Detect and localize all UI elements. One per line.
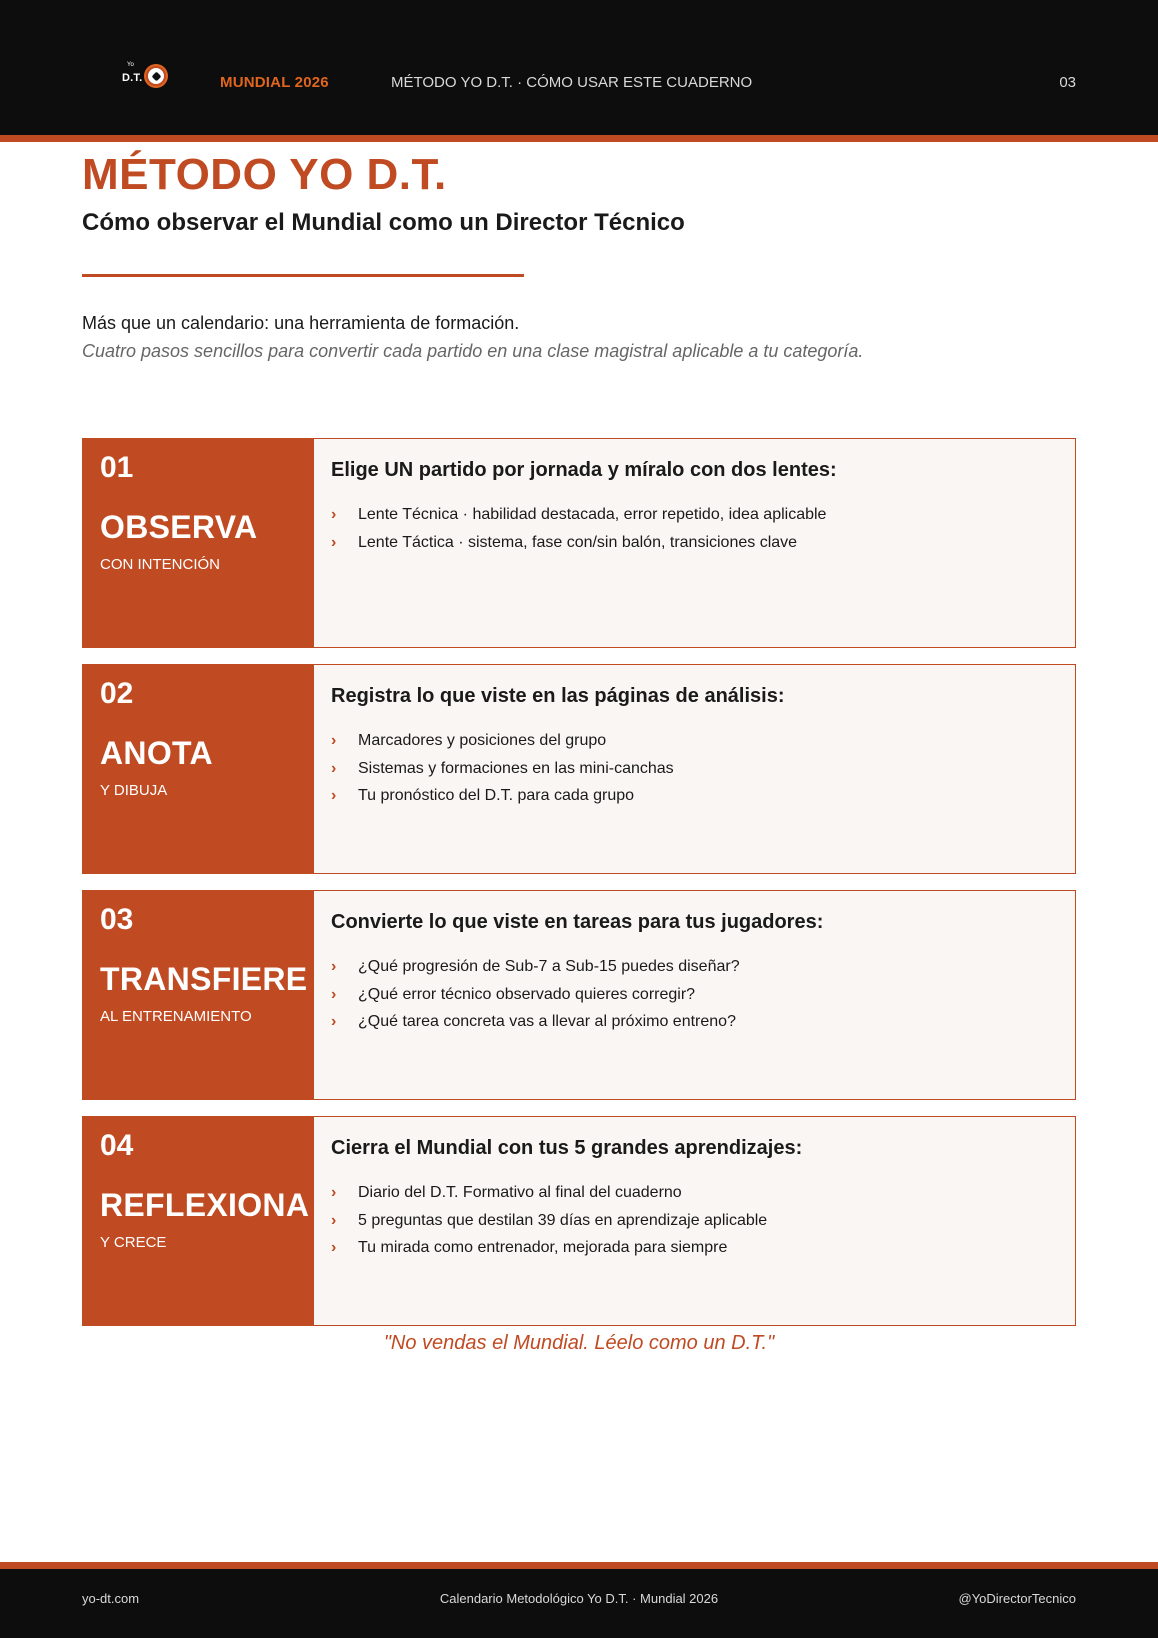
step-subtitle: CON INTENCIÓN bbox=[100, 556, 220, 573]
list-item bbox=[331, 1234, 767, 1262]
chevron-right-icon: › bbox=[331, 1211, 337, 1229]
page-subtitle: Cómo observar el Mundial como un Director Técnico bbox=[82, 209, 685, 236]
intro-subtext: Cuatro pasos sencillos para convertir cada partido en una clase magistral aplicable a tu categoría. bbox=[82, 341, 864, 361]
step-card-anota bbox=[82, 664, 1076, 874]
header-accent-stripe bbox=[0, 135, 1158, 142]
list-item-text: ¿Qué error técnico observado quieres corregir? bbox=[358, 985, 696, 1003]
list-item bbox=[331, 953, 740, 981]
list-item-text: 5 preguntas que destilan 39 días en aprendizaje aplicable bbox=[358, 1211, 768, 1229]
chevron-right-icon: › bbox=[331, 1184, 337, 1201]
step-title: OBSERVA bbox=[100, 509, 258, 545]
step-card-observa bbox=[82, 438, 1076, 648]
list-item-text: Tu mirada como entrenador, mejorada para siempre bbox=[358, 1239, 728, 1256]
chevron-right-icon: › bbox=[331, 759, 337, 777]
logo-superscript: Yo bbox=[127, 62, 134, 68]
step-number: 02 bbox=[100, 677, 134, 710]
chevron-right-icon: › bbox=[331, 1013, 337, 1030]
step-number: 03 bbox=[100, 903, 134, 936]
breadcrumb: MÉTODO YO D.T. · CÓMO USAR ESTE CUADERNO bbox=[391, 74, 753, 91]
page-number: 03 bbox=[1059, 74, 1076, 91]
list-item bbox=[331, 1008, 740, 1036]
top-header-bar bbox=[0, 0, 1158, 135]
step-label-panel bbox=[83, 891, 314, 1099]
list-item bbox=[331, 782, 674, 810]
brand-logo[interactable] bbox=[118, 60, 172, 106]
step-label-panel bbox=[83, 439, 314, 647]
step-content bbox=[331, 1117, 1065, 1325]
step-title: ANOTA bbox=[100, 735, 213, 771]
list-item bbox=[331, 529, 826, 557]
list-item bbox=[331, 501, 826, 529]
list-item-text: ¿Qué progresión de Sub-7 a Sub-15 puedes diseñar? bbox=[358, 958, 740, 975]
chevron-right-icon: › bbox=[331, 787, 337, 804]
step-subtitle: AL ENTRENAMIENTO bbox=[100, 1008, 252, 1025]
header-brand: MUNDIAL 2026 bbox=[220, 74, 329, 91]
step-content bbox=[331, 665, 1065, 873]
list-item-text: Lente Técnica · habilidad destacada, error repetido, idea aplicable bbox=[358, 506, 827, 523]
step-heading: Convierte lo que viste en tareas para tus jugadores: bbox=[331, 911, 824, 933]
closing-quote: "No vendas el Mundial. Léelo como un D.T." bbox=[383, 1332, 775, 1354]
page-title: MÉTODO YO D.T. bbox=[82, 150, 447, 199]
step-subtitle: Y CRECE bbox=[100, 1234, 167, 1251]
list-item-text: Diario del D.T. Formativo al final del cuaderno bbox=[358, 1184, 682, 1201]
step-label-panel bbox=[83, 1117, 314, 1325]
step-list bbox=[331, 1179, 767, 1262]
step-number: 01 bbox=[100, 451, 134, 484]
footer-website-link[interactable]: yo-dt.com bbox=[82, 1591, 140, 1606]
logo-text: D.T. bbox=[122, 72, 143, 84]
footer-social-handle[interactable]: @YoDirectorTecnico bbox=[958, 1591, 1076, 1606]
chevron-right-icon: › bbox=[331, 732, 337, 749]
list-item bbox=[331, 981, 740, 1009]
soccer-ball-icon bbox=[146, 66, 166, 86]
step-card-transfiere bbox=[82, 890, 1076, 1100]
step-subtitle: Y DIBUJA bbox=[100, 782, 168, 799]
list-item-text: Marcadores y posiciones del grupo bbox=[358, 732, 607, 749]
step-content bbox=[331, 439, 1065, 647]
step-heading: Cierra el Mundial con tus 5 grandes aprendizajes: bbox=[331, 1137, 803, 1159]
step-list bbox=[331, 953, 740, 1036]
footer-accent-stripe bbox=[0, 1562, 1158, 1569]
list-item-text: Sistemas y formaciones en las mini-canchas bbox=[358, 759, 674, 777]
chevron-right-icon: › bbox=[331, 985, 337, 1003]
intro-text: Más que un calendario: una herramienta de formación. bbox=[82, 313, 520, 333]
list-item bbox=[331, 1207, 767, 1235]
chevron-right-icon: › bbox=[331, 1239, 337, 1256]
chevron-right-icon: › bbox=[331, 958, 337, 975]
list-item-text: Lente Táctica · sistema, fase con/sin balón, transiciones clave bbox=[358, 533, 798, 551]
step-title: REFLEXIONA bbox=[100, 1187, 310, 1223]
chevron-right-icon: › bbox=[331, 506, 337, 523]
step-title: TRANSFIERE bbox=[100, 961, 308, 997]
step-number: 04 bbox=[100, 1129, 134, 1162]
list-item-text: ¿Qué tarea concreta vas a llevar al próximo entreno? bbox=[358, 1013, 736, 1030]
list-item bbox=[331, 727, 674, 755]
step-list bbox=[331, 727, 674, 810]
title-divider bbox=[82, 274, 524, 277]
list-item bbox=[331, 1179, 767, 1207]
step-label-panel bbox=[83, 665, 314, 873]
list-item-text: Tu pronóstico del D.T. para cada grupo bbox=[358, 787, 635, 804]
footer-center-text: Calendario Metodológico Yo D.T. · Mundial 2026 bbox=[439, 1591, 719, 1606]
list-item bbox=[331, 755, 674, 783]
footer-bar bbox=[0, 1569, 1158, 1638]
chevron-right-icon: › bbox=[331, 533, 337, 551]
step-list bbox=[331, 501, 826, 556]
step-card-reflexiona bbox=[82, 1116, 1076, 1326]
step-heading: Elige UN partido por jornada y míralo con dos lentes: bbox=[331, 459, 837, 481]
step-content bbox=[331, 891, 1065, 1099]
step-heading: Registra lo que viste en las páginas de análisis: bbox=[331, 685, 785, 707]
